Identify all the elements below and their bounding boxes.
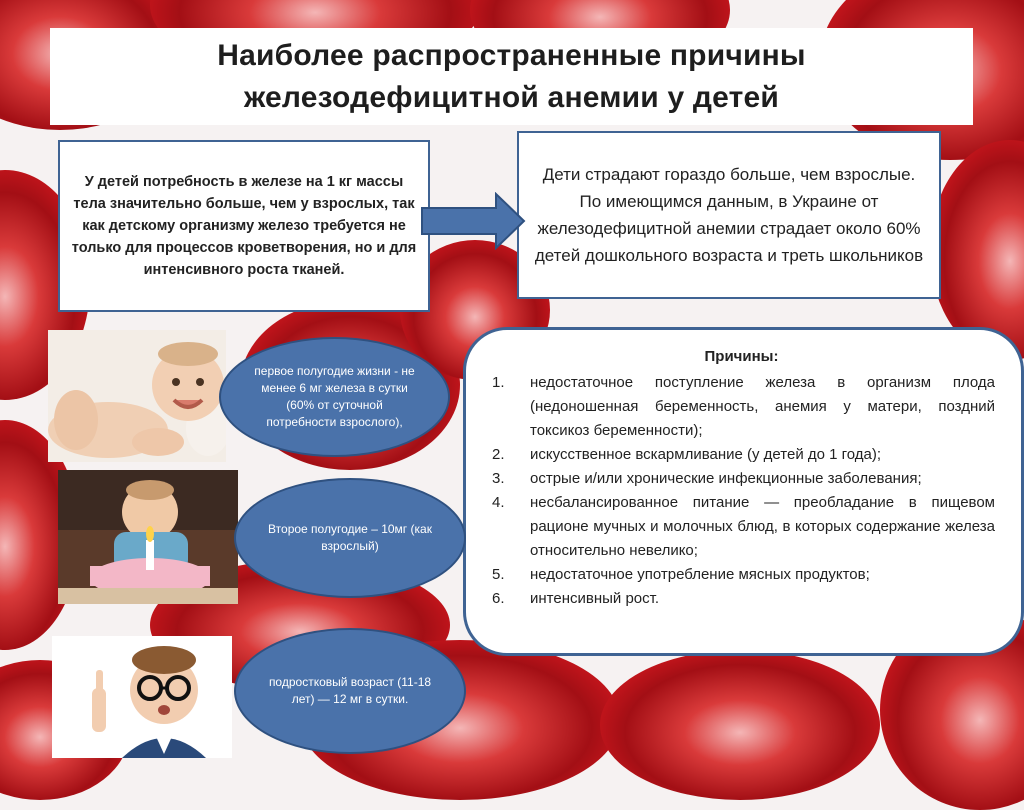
first-half-year-ellipse xyxy=(219,337,450,457)
page-title-line-2: железодефицитной анемии у детей xyxy=(243,80,780,114)
teenage-text: подростковый возраст (11-18 лет) — 12 мг в сутки. xyxy=(268,675,432,706)
reasons-title: Причины: xyxy=(704,348,779,365)
page-title-line-1: Наиболее распространенные причины xyxy=(217,38,806,72)
list-item: 2. искусственное вскармливание (у детей до 1 года); xyxy=(492,446,882,463)
iron-requirement-box xyxy=(58,140,430,312)
reasons-list xyxy=(488,371,995,611)
baby-photo xyxy=(48,330,226,462)
second-half-year-text: Второе полугодие – 10мг (как взрослый) xyxy=(268,522,432,553)
list-item: 6. интенсивный рост. xyxy=(492,590,660,607)
title-banner xyxy=(50,28,973,125)
first-half-year-text: первое полугодие жизни - не менее 6 мг железа в сутки (60% от суточной потребности взрослого), xyxy=(254,364,415,429)
iron-requirement-text: У детей потребность в железе на 1 кг массы тела значительно больше, чем у взрослых, так как детскому организму железо требуется не только для процессов кроветворения, но и для интенсивного роста тканей. xyxy=(71,174,417,278)
list-item: 1. недостаточное поступление железа в организм плода (недоношенная беременность, анемия у матери, поздний токсикоз беременности); xyxy=(492,374,995,439)
statistics-text: Дети страдают гораздо больше, чем взрослые. По имеющимся данным, в Украине от железодефицитной анемии страдает около 60% детей дошкольного возраста и треть школьников xyxy=(534,165,924,265)
statistics-box xyxy=(517,131,941,299)
list-item: 4. несбалансированное питание — преобладание в пищевом рационе мучных и молочных блюд, в которых содержание железа относительно невелико; xyxy=(492,494,995,559)
teenage-ellipse xyxy=(234,628,466,754)
reasons-box xyxy=(463,327,1024,656)
second-half-year-ellipse xyxy=(234,478,466,598)
list-item: 5. недостаточное употребление мясных продуктов; xyxy=(492,566,870,583)
list-item: 3. острые и/или хронические инфекционные заболевания; xyxy=(492,470,922,487)
boy-with-glasses-photo xyxy=(52,636,232,758)
birthday-baby-photo xyxy=(58,470,238,604)
arrow-right-icon xyxy=(420,192,526,250)
